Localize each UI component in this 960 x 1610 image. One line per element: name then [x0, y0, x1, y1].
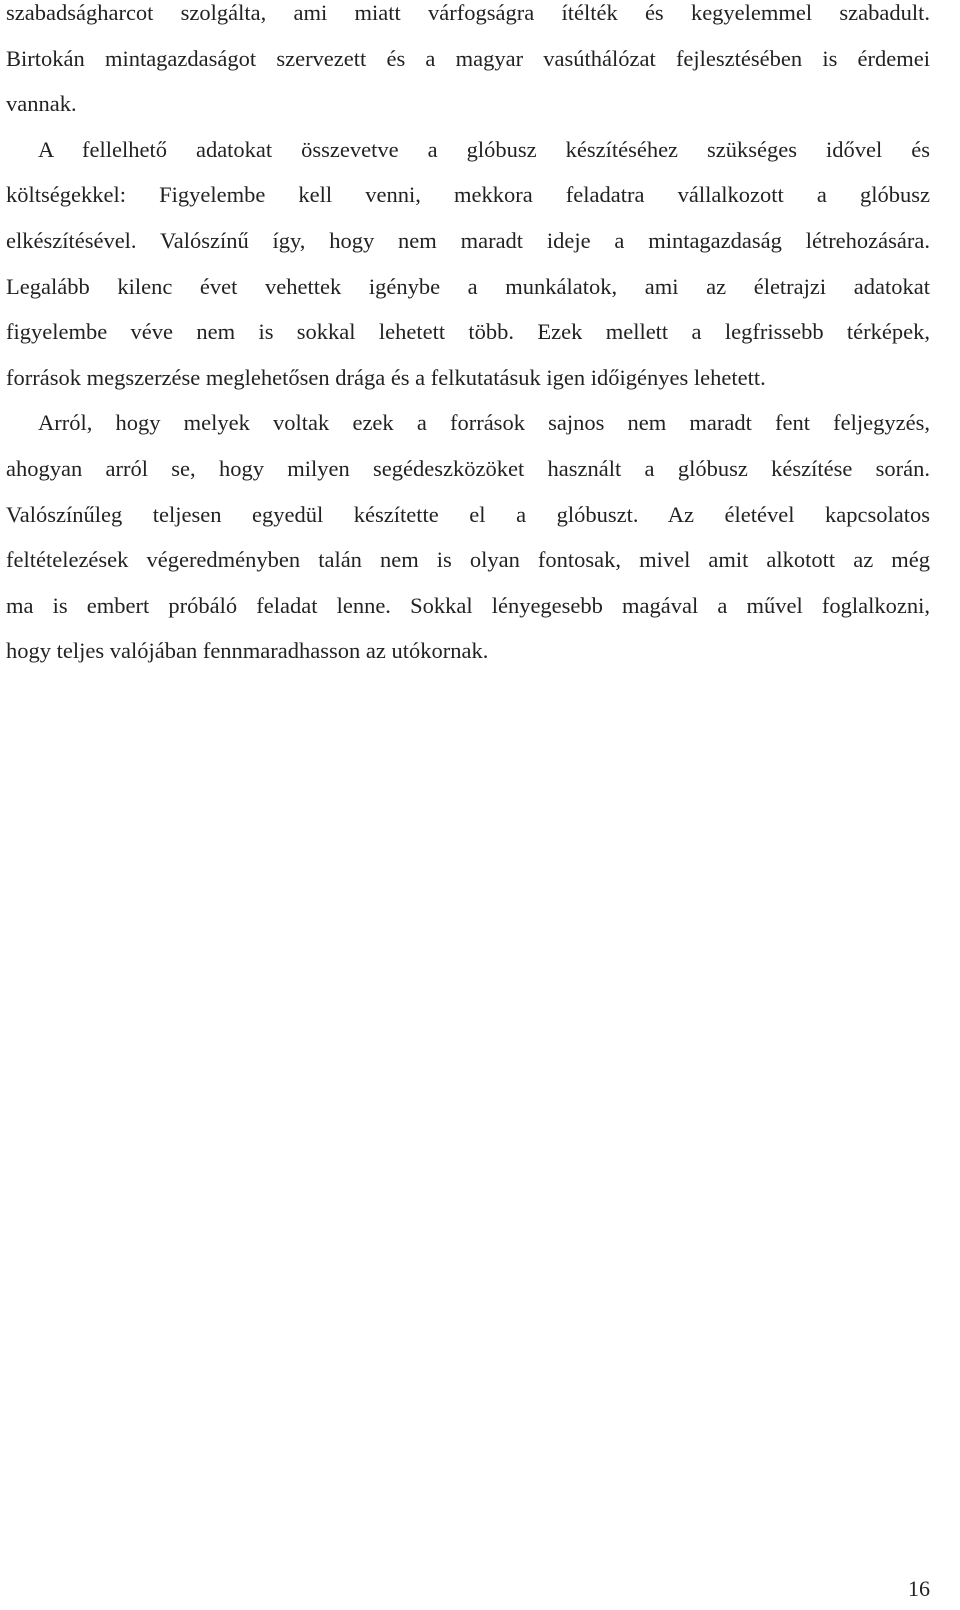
body-text	[6, 0, 930, 684]
page-number: 16	[908, 1576, 930, 1601]
paragraph-3-line-5: ma is embert próbáló feladat lenne. Sokkal lényegesebb magával a művel foglalkozni,	[6, 592, 930, 618]
paragraph-2-line-6: források megszerzése meglehetősen drága és a felkutatásuk igen időigényes lehetett.	[6, 364, 766, 390]
paragraph-3-line-3: Valószínűleg teljesen egyedül készítette el a glóbuszt. Az életével kapcsolatos	[6, 501, 930, 527]
paragraph-3-line-4: feltételezések végeredményben talán nem is olyan fontosak, mivel amit alkotott az még	[6, 547, 930, 573]
paragraph-2-line-1: A fellelhető adatokat összevetve a glóbusz készítéséhez szükséges idővel és	[38, 136, 930, 162]
paragraph-2-line-4: Legalább kilenc évet vehettek igénybe a munkálatok, ami az életrajzi adatokat	[6, 273, 930, 299]
paragraph-2-line-5: figyelembe véve nem is sokkal lehetett több. Ezek mellett a legfrissebb térképek,	[6, 319, 930, 345]
paragraph-3-line-2: ahogyan arról se, hogy milyen segédeszközöket használt a glóbusz készítése során.	[6, 455, 930, 481]
paragraph-2-line-2: költségekkel: Figyelembe kell venni, mekkora feladatra vállalkozott a glóbusz	[6, 182, 930, 208]
paragraph-1-line-3: vannak.	[6, 91, 77, 117]
paragraph-2-line-3: elkészítésével. Valószínű így, hogy nem maradt ideje a mintagazdaság létrehozására.	[6, 227, 930, 253]
paragraph-3-line-1: Arról, hogy melyek voltak ezek a források sajnos nem maradt fent feljegyzés,	[38, 410, 930, 436]
paragraph-3-line-6: hogy teljes valójában fennmaradhasson az utókornak.	[6, 638, 489, 664]
paragraph-1-line-2: Birtokán mintagazdaságot szervezett és a magyar vasúthálózat fejlesztésében is érdemei	[6, 45, 930, 71]
paragraph-1-line-1: szabadságharcot szolgálta, ami miatt várfogságra ítélték és kegyelemmel szabadult.	[6, 0, 930, 25]
